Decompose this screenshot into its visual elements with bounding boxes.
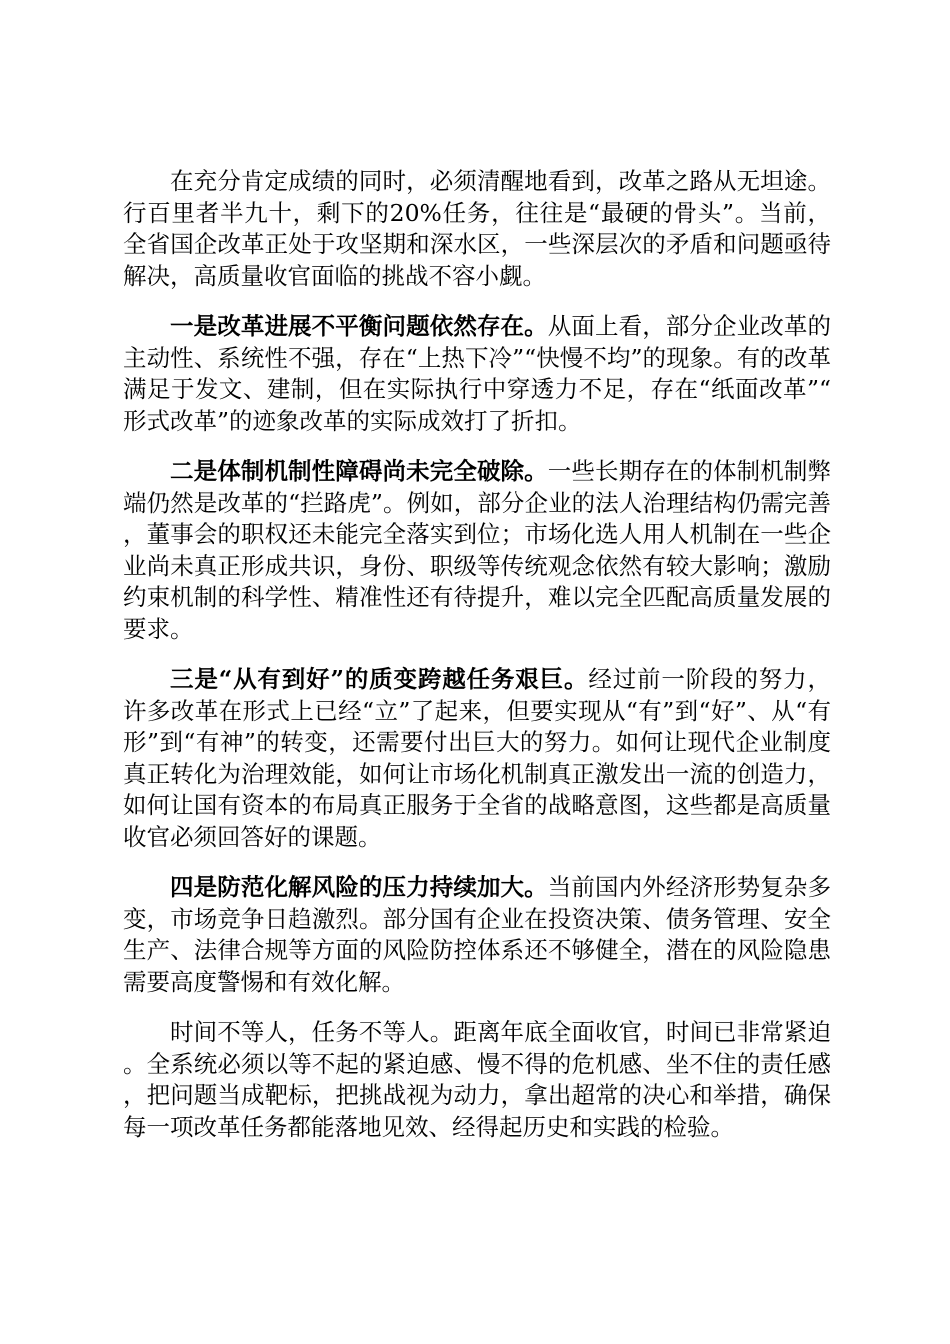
paragraph-point-2 [123, 456, 831, 645]
paragraph-intro [123, 166, 831, 292]
paragraph-text: 当前国内外经济形势复杂多变，市场竞争日趋激烈。部分国有企业在投资决策、债务管理、安全生产、法律合规等方面的风险防控体系还不够健全，潜在的风险隐患需要高度警惕和有效化解。 [123, 873, 832, 996]
paragraph-lead: 一是改革进展不平衡问题依然存在。 [170, 312, 548, 340]
paragraph-lead: 三是“从有到好”的质变跨越任务艰巨。 [170, 665, 589, 693]
paragraph-point-1 [123, 311, 831, 437]
paragraph-text: 一些长期存在的体制机制弊端仍然是改革的“拦路虎”。例如，部分企业的法人治理结构仍需完善，董事会的职权还未能完全落实到位；市场化选人用人机制在一些企业尚未真正形成共识，身份、职级等传统观念依然有较大影响；激励约束机制的科学性、精准性还有待提升，难以完全匹配高质量发展的要求。 [123, 457, 832, 643]
paragraph-lead: 四是防范化解风险的压力持续加大。 [170, 873, 548, 901]
paragraph-point-4 [123, 872, 831, 998]
paragraph-point-3 [123, 664, 831, 853]
paragraph-conclusion [123, 1017, 831, 1143]
paragraph-text: 从面上看，部分企业改革的主动性、系统性不强，存在“上热下冷”“快慢不均”的现象。有的改革满足于发文、建制，但在实际执行中穿透力不足，存在“纸面改革”“形式改革”的迹象改革的实际成效打了折扣。 [123, 312, 832, 435]
paragraph-text: 时间不等人，任务不等人。距离年底全面收官，时间已非常紧迫。全系统必须以等不起的紧迫感、慢不得的危机感、坐不住的责任感，把问题当成靶标，把挑战视为动力，拿出超常的决心和举措，确保每一项改革任务都能落地见效、经得起历史和实践的检验。 [123, 1018, 831, 1141]
paragraph-text: 经过前一阶段的努力，许多改革在形式上已经“立”了起来，但要实现从“有”到“好”、从“有形”到“有神”的转变，还需要付出巨大的努力。如何让现代企业制度真正转化为治理效能，如何让市场化机制真正激发出一流的创造力，如何让国有资本的布局真正服务于全省的战略意图，这些都是高质量收官必须回答好的课题。 [123, 665, 831, 851]
paragraph-lead: 二是体制机制性障碍尚未完全破除。 [170, 457, 548, 485]
document-page [123, 166, 831, 1162]
paragraph-text: 在充分肯定成绩的同时，必须清醒地看到，改革之路从无坦途。行百里者半九十，剩下的20%任务，往往是“最硬的骨头”。当前，全省国企改革正处于攻坚期和深水区，一些深层次的矛盾和问题亟待解决，高质量收官面临的挑战不容小觑。 [123, 167, 831, 290]
